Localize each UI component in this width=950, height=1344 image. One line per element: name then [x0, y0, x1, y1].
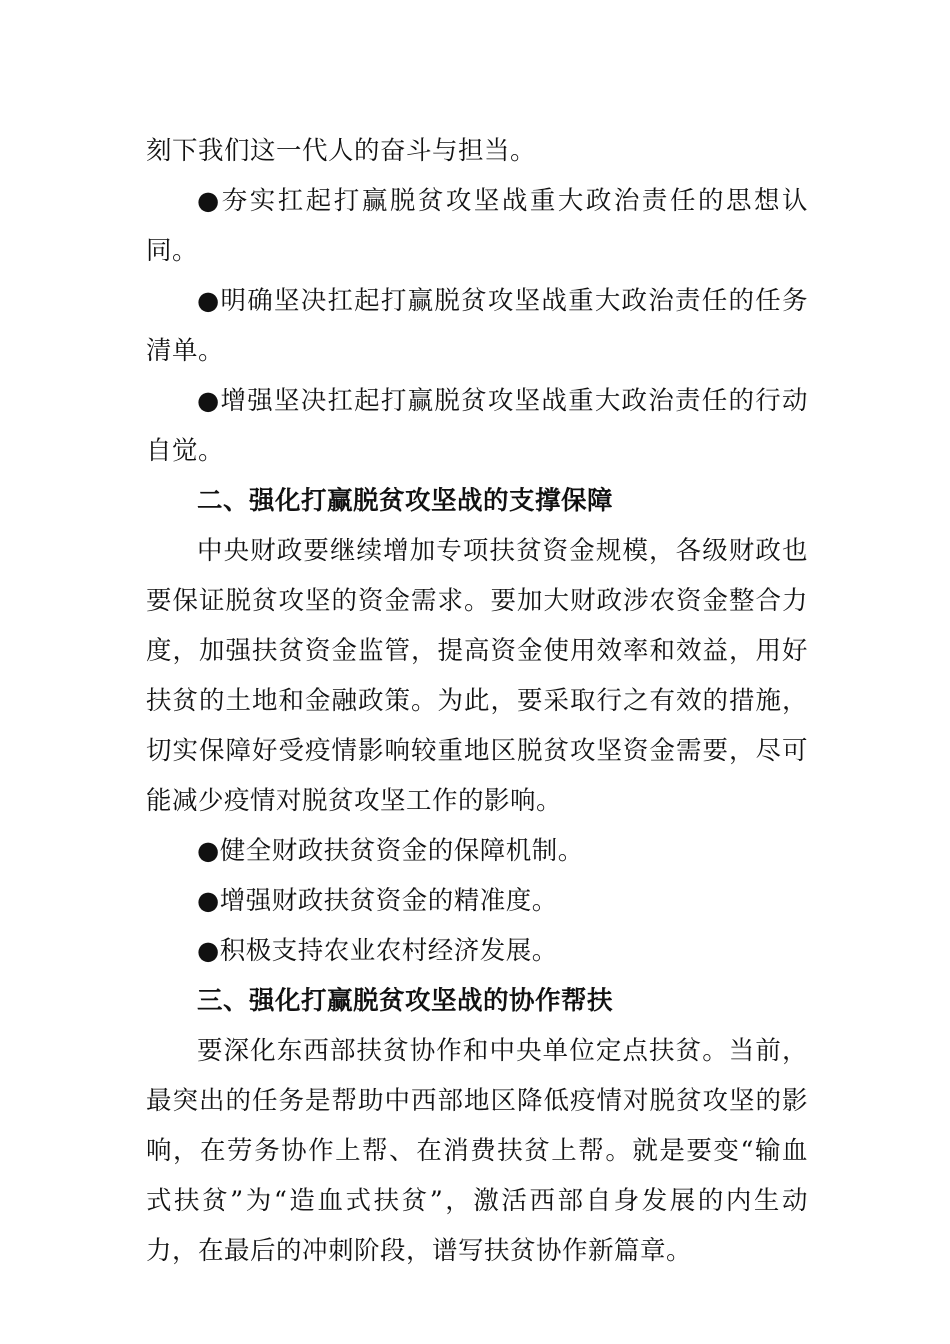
- paragraph-continuation: 刻下我们这一代人的奋斗与担当。: [146, 136, 537, 166]
- bullet-item: ●积极支持农业农村经济发展。: [197, 936, 558, 966]
- document-page: [146, 126, 808, 1276]
- bullet-item: ●增强坚决扛起打赢脱贫攻坚战重大政治责任的行动自觉。: [146, 386, 808, 466]
- bullet-item: ●夯实扛起打赢脱贫攻坚战重大政治责任的思想认同。: [146, 186, 808, 266]
- bullet-item: ●增强财政扶贫资金的精准度。: [197, 886, 558, 916]
- section-heading: 二、强化打赢脱贫攻坚战的支撑保障: [197, 486, 614, 516]
- body-paragraph: 中央财政要继续增加专项扶贫资金规模，各级财政也要保证脱贫攻坚的资金需求。要加大财政涉农资金整合力度，加强扶贫资金监管，提高资金使用效率和效益，用好扶贫的土地和金融政策。为此，要采取行之有效的措施，切实保障好受疫情影响较重地区脱贫攻坚资金需要，尽可能减少疫情对脱贫攻坚工作的影响。: [146, 536, 808, 816]
- body-paragraph: 要深化东西部扶贫协作和中央单位定点扶贫。当前，最突出的任务是帮助中西部地区降低疫情对脱贫攻坚的影响，在劳务协作上帮、在消费扶贫上帮。就是要变“输血式扶贫”为“造血式扶贫”，激活西部自身发展的内生动力，在最后的冲刺阶段，谱写扶贫协作新篇章。: [146, 1036, 808, 1266]
- section-heading: 三、强化打赢脱贫攻坚战的协作帮扶: [197, 986, 614, 1016]
- bullet-item: ●健全财政扶贫资金的保障机制。: [197, 836, 584, 866]
- bullet-item: ●明确坚决扛起打赢脱贫攻坚战重大政治责任的任务清单。: [146, 286, 808, 366]
